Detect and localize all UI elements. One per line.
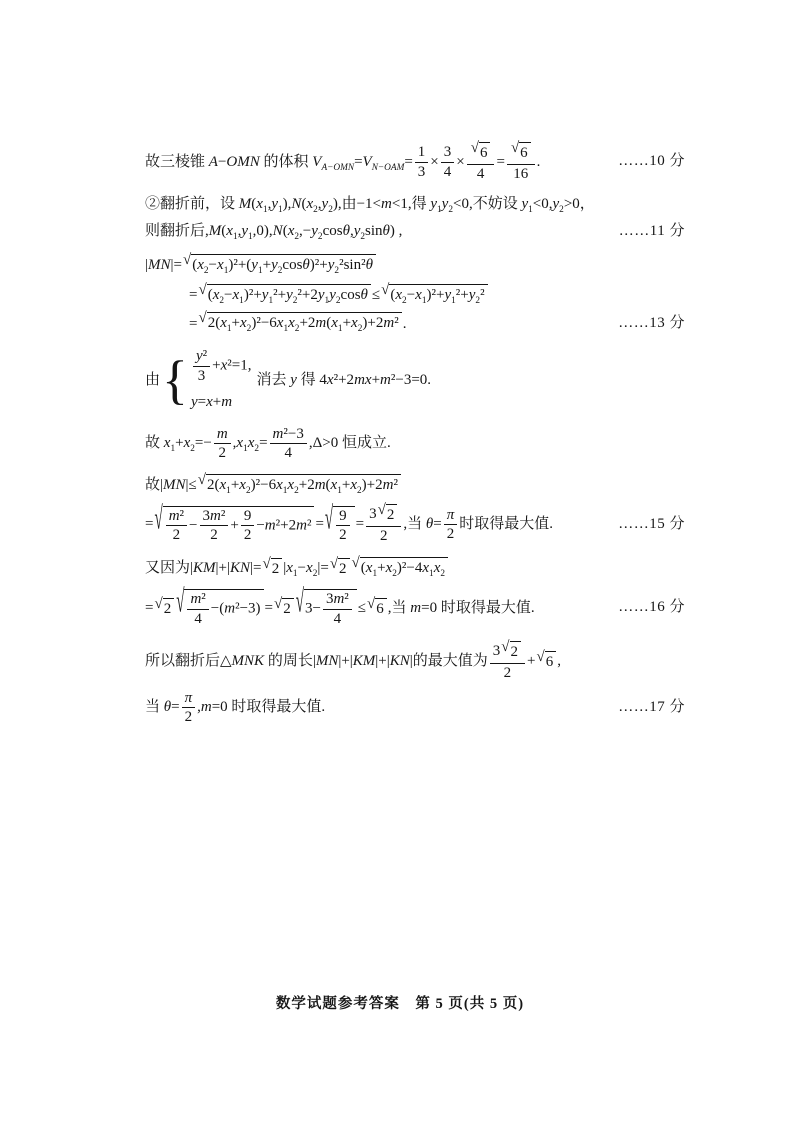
formula-text: ②翻折前，设 $M(x_1,y_1),N(x_2,y_2)$,由−1<m<1,得 $y_1y_2<0$,不妨设 $y_1<0,y_2>0$， [145, 196, 595, 216]
formula-text: 故三棱锥 A−OMN 的体积 $V_{A-OMN}=V_{N-OAM}=$ $\frac{1}{3}$ × $\frac{3}{4}$ × √ 6 4 = √ 6 16 . [145, 140, 541, 182]
formula-text: = √ $\frac{\text{m²}}{2}$ − $\frac{\text{3m²}}{2}$ + $\frac{9}{2}$ −m²+2m² = √ $\frac{9}{2}$ = 3 √ 2 2 ,当 θ= $\frac{\pi}{2}$ 时取得最大值. [145, 502, 553, 545]
answer-line [145, 254, 685, 278]
answer-line [145, 471, 685, 498]
answer-line [145, 194, 685, 217]
score-marker: ……11 分 [618, 223, 685, 240]
answer-line [145, 504, 685, 544]
formula-text: = √ $(x_2-x_1)^2+y_1^2+y_2^2+2y_1y_2\cos\theta$ ≤ √ $(x_2-x_1)^2+y_1^2+y_2^2$ [189, 287, 489, 303]
formula-text: 所以翻折后△MNK 的周长|MN|+|KM|+|KN|的最大值为 3 √ 2 2 + √ 6 , [145, 639, 561, 682]
score-marker: ……10 分 [618, 153, 685, 170]
answer-line [145, 690, 685, 726]
formula-text: 又因为|KM|+|KN|= √ 2 $|x_1-x_2|=$ √ 2 √ $(x_1+x_2)^2-4x_1x_2$ [145, 560, 449, 576]
formula-text: |MN|= √ $(x_2-x_1)^2+(y_1+y_2\cos\theta)^2+y_2^2\sin^2\theta$ [145, 257, 377, 273]
score-marker: ……13 分 [618, 315, 685, 332]
score-marker: ……17 分 [618, 698, 685, 715]
answer-line [145, 586, 685, 627]
answer-line [145, 281, 685, 308]
formula-text: 则翻折后$,M(x_1,y_1,0),N(x_2,-y_2\cos\theta,y_2\sin\theta)$ , [145, 222, 403, 242]
answer-line [145, 221, 685, 244]
answer-line [145, 312, 685, 336]
answer-sheet-content [145, 142, 685, 726]
formula-text: 当 θ= $\frac{\pi}{2}$ ,m=0 时取得最大值. [145, 689, 326, 726]
answer-line [145, 348, 685, 414]
formula-text: 故 $x_1+x_2=-$ $\frac{m}{2}$ $,x_1x_2=$ $\frac{\text{m²−3}}{4}$ ,Δ>0 恒成立. [145, 425, 391, 462]
formula-text: 由 { $\frac{\text{y²}}{3}$ +x²=1, y=x+m 消去 y 得 4x²+2mx+m²−3=0. [145, 348, 432, 411]
score-marker: ……15 分 [618, 515, 685, 532]
score-marker: ……16 分 [618, 599, 685, 616]
answer-line [145, 554, 685, 582]
formula-text: = √ $2(x_1+x_2)^2-6x_1x_2+2m(x_1+x_2)+2m^2$ . [189, 310, 407, 335]
formula-text: = √ 2 √ $\frac{\text{m²}}{4}$ −(m²−3) = √ 2 √ 3− $\frac{\text{3m²}}{4}$ ≤ √ 6 ,当 m=0 时取得最大值. [145, 586, 535, 627]
answer-line [145, 426, 685, 462]
formula-text: 故|MN|≤ √ $2(x_1+x_2)^2-6x_1x_2+2m(x_1+x_2)+2m^2$ [145, 477, 402, 493]
answer-line [145, 142, 685, 182]
answer-line [145, 641, 685, 681]
page-footer: 数学试题参考答案 第 5 页(共 5 页) [275, 996, 525, 1012]
